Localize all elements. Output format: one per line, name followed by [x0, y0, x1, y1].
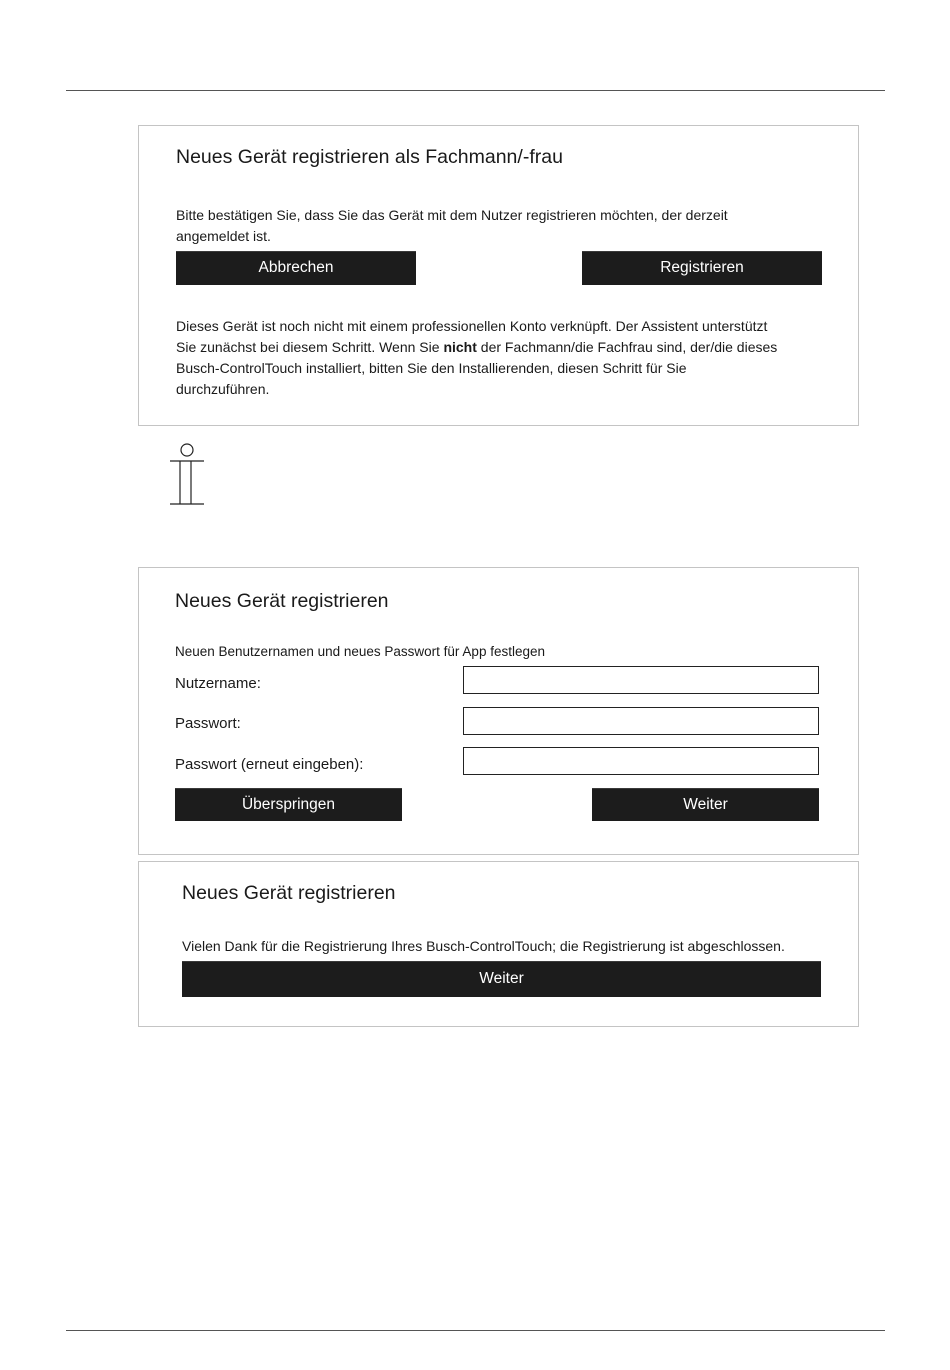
account-info-text	[176, 316, 777, 400]
confirm-text	[176, 205, 728, 247]
info-text-line	[176, 337, 777, 358]
username-field[interactable]	[463, 666, 819, 694]
cancel-button[interactable]: Abbrechen	[176, 251, 416, 285]
confirm-text-line: angemeldet ist.	[176, 228, 271, 244]
register-as-professional-panel	[138, 125, 859, 426]
password-label: Passwort:	[175, 715, 241, 732]
password-field[interactable]	[463, 707, 819, 735]
confirm-text-line: Bitte bestätigen Sie, dass Sie das Gerät mit dem Nutzer registrieren möchten, der derzeit	[176, 207, 728, 223]
info-text-span: der Fachmann/die Fachfrau sind, der/die dieses	[476, 339, 778, 355]
info-text-line: durchzuführen.	[176, 381, 270, 397]
completion-message: Vielen Dank für die Registrierung Ihres Busch-ControlTouch; die Registrierung ist abgeschlossen.	[182, 938, 785, 954]
password-repeat-label: Passwort (erneut eingeben):	[175, 756, 364, 773]
skip-button[interactable]: Überspringen	[175, 788, 402, 821]
register-device-credentials-panel	[138, 567, 859, 855]
header-rule	[66, 90, 885, 91]
next-button[interactable]: Weiter	[182, 961, 821, 997]
info-text-span: Sie zunächst bei diesem Schritt. Wenn Sie	[176, 339, 444, 355]
footer-rule	[66, 1330, 885, 1331]
username-label: Nutzername:	[175, 675, 261, 692]
info-text-line: Dieses Gerät ist noch nicht mit einem professionellen Konto verknüpft. Der Assistent unterstützt	[176, 318, 768, 334]
intro-text: Neuen Benutzernamen und neues Passwort für App festlegen	[175, 644, 545, 659]
panel-title: Neues Gerät registrieren	[175, 590, 389, 612]
info-icon	[168, 442, 206, 506]
panel-title: Neues Gerät registrieren als Fachmann/-frau	[176, 146, 563, 168]
password-repeat-field[interactable]	[463, 747, 819, 775]
next-button[interactable]: Weiter	[592, 788, 819, 821]
panel-title: Neues Gerät registrieren	[182, 882, 396, 904]
emphasis-text: nicht	[443, 339, 477, 355]
registration-complete-panel	[138, 861, 859, 1027]
info-text-line: Busch-ControlTouch installiert, bitten Sie den Installierenden, diesen Schritt für Sie	[176, 360, 687, 376]
register-button[interactable]: Registrieren	[582, 251, 822, 285]
